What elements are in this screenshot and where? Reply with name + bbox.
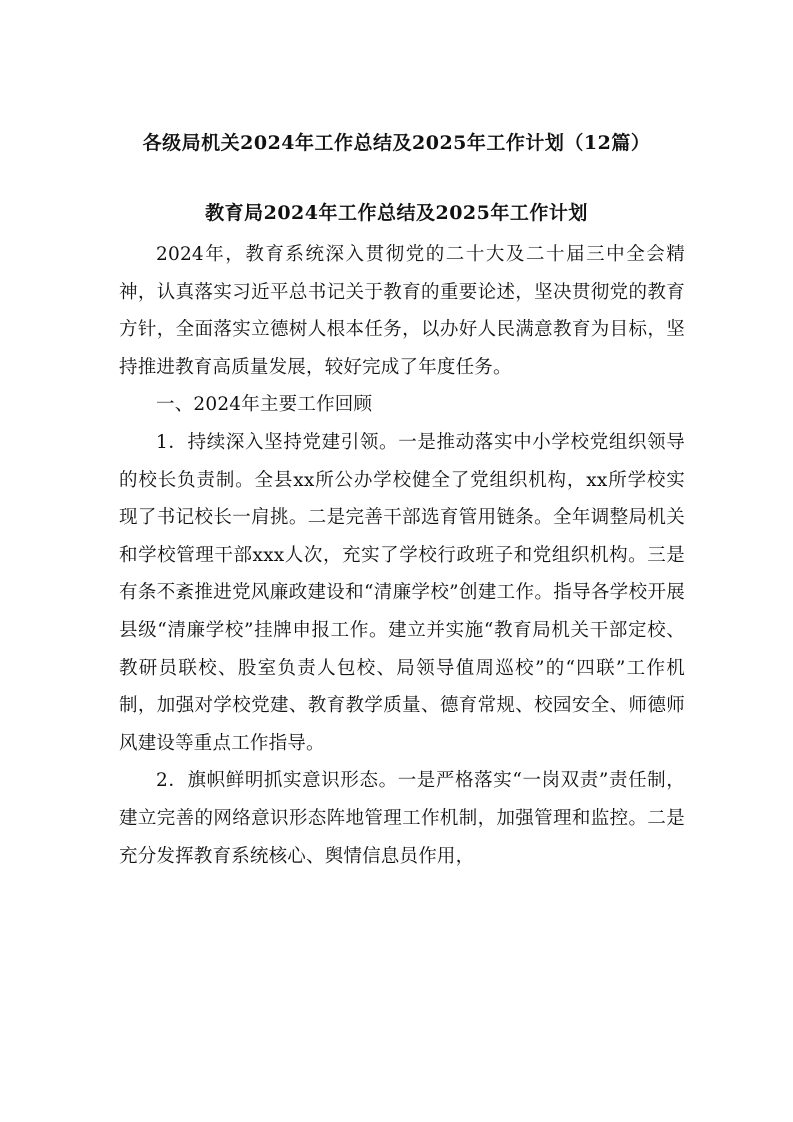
paragraph-party-building: 1．持续深入坚持党建引领。一是推动落实中小学校党组织领导的校长负责制。全县xx所公办学校健全了党组织机构，xx所学校实现了书记校长一肩挑。二是完善干部选育管用链条。全年调整局机关和学校管理干部xxx人次，充实了学校行政班子和党组织机构。三是有条不紊推进党风廉政建设和“清廉学校”创建工作。指导各学校开展县级“清廉学校”挂牌申报工作。建立并实施“教育局机关干部定校、教研员联校、股室负责人包校、局领导值周巡校”的“四联”工作机制，加强对学校党建、教育教学质量、德育常规、校园安全、师德师风建设等重点工作指导。 <box>119 431 685 754</box>
paragraph-intro: 2024年，教育系统深入贯彻党的二十大及二十届三中全会精神，认真落实习近平总书记关于教育的重要论述，坚决贯彻党的教育方针，全面落实立德树人根本任务，以办好人民满意教育为目标，坚持推进教育高质量发展，较好完成了年度任务。 <box>119 244 685 378</box>
section-title: 教育局2024年工作总结及2025年工作计划 <box>205 202 588 224</box>
heading-work-review: 一、2024年主要工作回顾 <box>156 394 373 416</box>
document-title: 各级局机关2024年工作总结及2025年工作计划（12篇） <box>142 132 651 154</box>
document-body <box>119 236 685 875</box>
paragraph-ideology: 2．旗帜鲜明抓实意识形态。一是严格落实“一岗双责”责任制，建立完善的网络意识形态阵地管理工作机制，加强管理和监控。二是充分发挥教育系统核心、舆情信息员作用， <box>119 770 685 867</box>
